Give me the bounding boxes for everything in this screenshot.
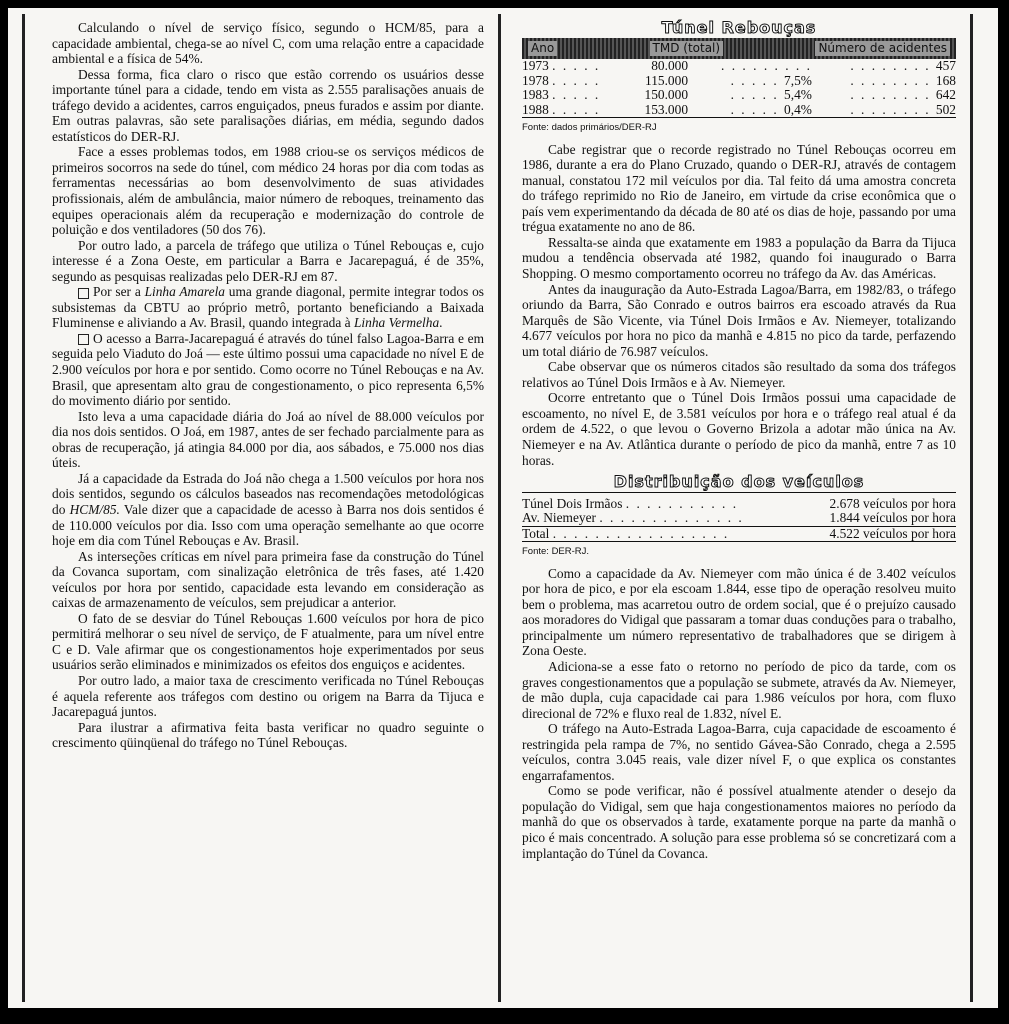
table-row-total [522,526,956,542]
checkbox-bullet-icon [78,334,89,345]
year-cell: 1973 . . . . . [522,58,601,74]
paragraph: O fato de se desviar do Túnel Rebouças 1.600 veículos por hora de pico permitirá melhorar o seu nível de serviço, de F atualmente, para um nível entre C e D. Vale afirmar que os congestionamentos hoje experimentados por seus usuários serão eliminados e minimizados os efeitos dos enguiços e acidentes. [52,610,484,673]
paragraph: Ocorre entretanto que o Túnel Dois Irmãos possui uma capacidade de escoamento, no nível E, de 3.581 veículos por hora e o tráfego real atual é da ordem de 4.522, o que levou o Governo Brizola a adotar mão única na Av. Niemeyer e na Av. Atlântica durante o período de pico da manhã, entre 7 as 10 horas. [522,390,956,468]
paragraph: Dessa forma, fica claro o risco que estão correndo os usuários desse importante túnel para a cidade, tendo em vista as 2.555 paralisações anuais de tráfego devido a acidentes, carros enguiçados, pneus furados e assim por diante. Em outras palavras, são sete paralisações diárias, em média, segundo dados estatísticos do DER-RJ. [52,66,484,144]
table-header [522,38,956,60]
column-header: Ano [528,41,557,57]
paragraph: Por outro lado, a parcela de tráfego que utiliza o Túnel Rebouças e, cujo interesse é a Zona Oeste, em particular a Barra e Jacarepaguá, é de 35%, segundo as pesquisas realizadas pelo DER-RJ em 87. [52,237,484,284]
paragraph: Cabe registrar que o recorde registrado no Túnel Rebouças ocorreu em 1986, durante a era do Plano Cruzado, quando o DER-RJ, através de contagem manual, constatou 172 mil veículos por dia. Tal feito dá uma amostra concreta do tráfego reprimido no Rio de Janeiro, em virtude da crise econômica que o país vem experimentando da década de 80 até os dias de hoje, passando por uma trégua exatamente no ano de 86. [522,141,956,235]
year-cell: 1983 . . . . . [522,87,601,103]
table-row [522,74,956,89]
document-page [8,8,998,1008]
tmd-cell: 115.000 [645,72,689,88]
label-cell: Total . . . . . . . . . . . . . . . . . [522,526,798,542]
table-title: Distribuição dos veículos [522,474,956,493]
label-cell: Túnel Dois Irmãos . . . . . . . . . . . [522,495,739,511]
paragraph: Como se pode verificar, não é possível atualmente atender o desejo da população do Vidigal, sem que haja congestionamentos maiores no período da manhã do que os observados à tarde, exatamente porque na parte da manhã o pico é mais concentrado. A solução para esse problema só se concretizará com a implantação do Túnel da Covanca. [522,783,956,861]
value-cell: 2.678 veículos por hora [829,495,956,511]
paragraph: Por outro lado, a maior taxa de crescimento verificada no Túnel Rebouças é aquela referente aos tráfegos com destino ou origem na Barra da Tijuca e Jacarepaguá juntos. [52,672,484,720]
accidents-cell: . . . . . . . . 502 [812,103,956,118]
paragraph: Como a capacidade da Av. Niemeyer com mão única é de 3.402 veículos por hora de pico, e por ela escoam 1.844, esse tipo de operação resolveu muito bem o problema, mas acarretou outro de ordem social, que é o prejuízo causado aos moradores do Vidigal que passaram a tomar duas conduções para o trabalho, principalmente um número representativo de trabalhadores que se dirigem à Zona Oeste. [522,565,956,659]
table-source: Fonte: dados primários/DER-RJ [522,122,657,134]
tmd-cell: 153.000 [629,103,688,118]
bullet-paragraph: Por ser a Linha Amarela uma grande diagonal, permite integrar todos os subsistemas da CBTU ao próprio metrô, portanto beneficiando a Baixada Fluminense e aliviando a Av. Brasil, quando integrada à Linha Vermelha. [52,284,484,331]
column-header: TMD (total) [650,41,724,57]
table-source: Fonte: DER-RJ. [522,546,590,558]
paragraph: O tráfego na Auto-Estrada Lagoa-Barra, cuja capacidade de escoamento é restringida pela rampa de 7%, no sentido Gávea-São Conrado, chega a 2.595 veículos, contra 3.045 reais, vale dizer nível F, o que explica os constantes engarrafamentos. [522,721,956,783]
table-row [522,59,956,74]
left-column [52,20,484,751]
value-cell: 1.844 veículos por hora [798,511,956,526]
paragraph: Calculando o nível de serviço físico, segundo o HCM/85, para a capacidade ambiental, chega-se ao nível C, com uma relação entre a capacidade ambiental e a física de 54%. [52,20,484,67]
page-border-left [22,14,25,1002]
pct-cell: . . . . . 0,4% [688,103,812,118]
paragraph: Adiciona-se a esse fato o retorno no período de pico da tarde, com os graves congestionamentos que a população se submete, através da Av. Niemeyer, de mão dupla, cuja capacidade cai para 1.986 veículos por hora, com fluxo direcional de 72% e fluxo real de 1.832, nível E. [522,659,956,721]
paragraph: Face a esses problemas todos, em 1988 criou-se os serviços médicos de primeiros socorros na sede do túnel, com médico 24 horas por dia com todas as ferramentas necessárias ao bom desenvolvimento de suas atividades profissionais, além de ambulância, maior número de reboques, treinamento das equipes operacionais além da recuperação e modernização do controle de poluição e dos ventiladores (50 dos 76). [52,144,484,238]
table-row [522,103,956,118]
paragraph: Para ilustrar a afirmativa feita basta verificar no quadro seguinte o crescimento qüinqüenal do tráfego no Túnel Rebouças. [52,719,484,751]
accidents-cell: . . . . . . . . 642 [850,87,956,103]
column-header: Número de acidentes [815,41,950,57]
tmd-cell: 150.000 [644,87,689,103]
right-column [522,20,956,861]
paragraph: As interseções críticas em nível para primeira fase da construção do Túnel da Covanca suportam, com sinalização eletrônica de três fases, até 1.420 veículos por hora por sentido, capacidade esta levando em consideração as caixas de armazenamento de veículos, sem prejudicar a anterior. [52,548,484,611]
table-row [522,88,956,103]
table-title: Túnel Rebouças [661,18,817,37]
distribution-table [522,497,956,543]
table-row [522,497,956,512]
column-divider [498,14,501,1002]
paragraph: Isto leva a uma capacidade diária do Joá ao nível de 88.000 veículos por dia nos dois sentidos. O Joá, em 1987, antes de ser fechado parcialmente para as obras de recuperação, já atingia 84.000 por dia, aos sábados, e 75.000 nos dias úteis. [52,408,484,471]
paragraph: Ressalta-se ainda que exatamente em 1983 a população da Barra da Tijuca mudou a tendência observada até 1982, quando foi inaugurado o Barra Shopping. O mesmo comportamento ocorreu no tráfego da Av. das Américas. [522,234,956,282]
tmd-cell: 80.000 [651,58,689,74]
checkbox-bullet-icon [78,288,89,299]
table-row [522,511,956,526]
label-cell: Av. Niemeyer . . . . . . . . . . . . . . [522,510,744,526]
paragraph: Cabe observar que os números citados são resultado da soma dos tráfegos relativos ao Túnel Dois Irmãos e à Av. Niemeyer. [522,359,956,390]
paragraph: Antes da inauguração da Auto-Estrada Lagoa/Barra, em 1982/83, o tráfego oriundo da Barra, São Conrado e outros bairros era escoado através da Rua Marquês de São Vicente, via Túnel Dois Irmãos e Av. Niemeyer, totalizando 4.677 veículos por hora no pico da manhã e 4.815 no pico da tarde, perfazendo um total diário de 76.987 veículos. [522,281,956,359]
year-cell: 1988 . . . . . [522,103,629,118]
pct-cell: . . . . . 5,4% [730,87,812,103]
paragraph: Já a capacidade da Estrada do Joá não chega a 1.500 veículos por hora nos dois sentidos, segundo os cálculos baseados nas recomendações metodológicas do HCM/85. Vale dizer que a capacidade de acesso à Barra nos dois sentidos é de 110.000 veículos por dia. Isso com uma operação semelhante ao que ocorre hoje em dia com Túnel Rebouças e Av. Brasil. [52,470,484,549]
accidents-cell: . . . . . . . . 168 [850,72,956,88]
bullet-paragraph: O acesso a Barra-Jacarepaguá é através do túnel falso Lagoa-Barra e em seguida pelo Viaduto do Joá — este último possui uma capacidade no nível E de 2.900 veículos por hora e por sentido. Como ocorre no Túnel Rebouças e na Av. Brasil, que apresentam alto grau de congestionamento, o pico representa 6,5% do movimento diário por sentido. [52,330,484,409]
pct-cell: . . . . . . . . . [721,58,812,74]
page-border-right [970,14,973,1002]
reboucas-table [522,59,956,118]
year-cell: 1978 . . . . . [522,72,601,88]
pct-cell: . . . . . 7,5% [730,72,812,88]
accidents-cell: . . . . . . . . 457 [850,58,956,74]
value-cell: 4.522 veículos por hora [798,526,956,542]
